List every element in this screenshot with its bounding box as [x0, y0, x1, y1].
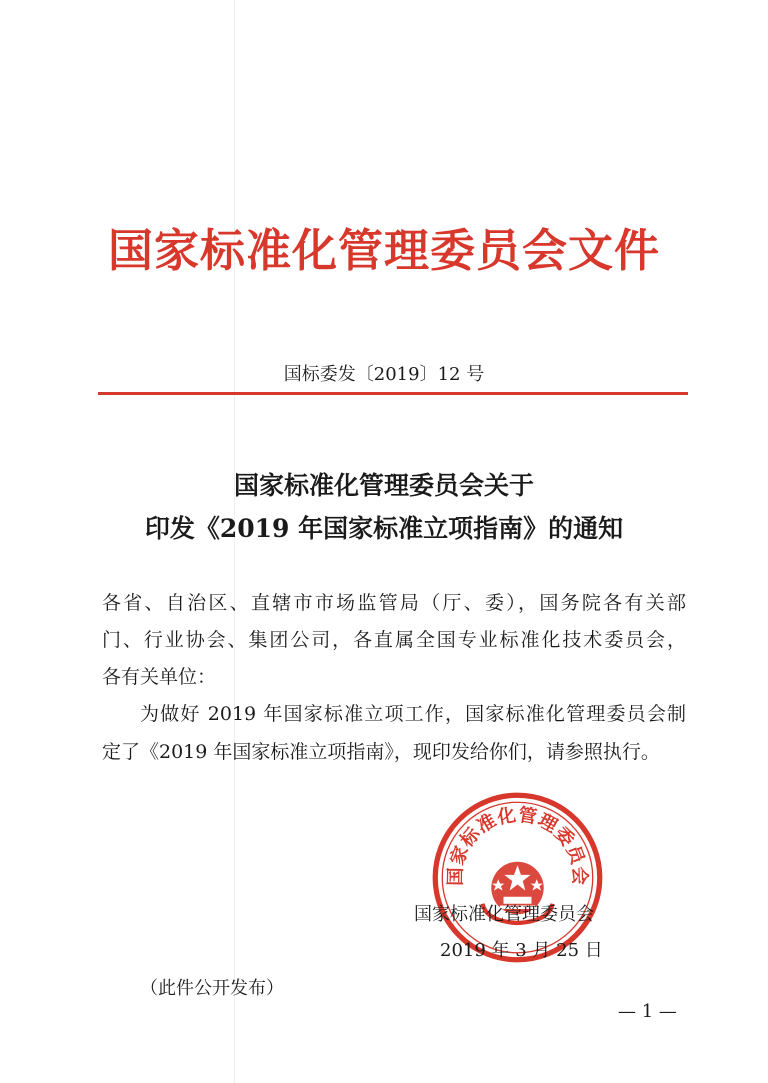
header-divider-line: [98, 392, 688, 395]
body-line-2: 门、行业协会、集团公司，各直属全国专业标准化技术委员会，: [102, 629, 686, 651]
document-number: 国标委发〔2019〕12 号: [283, 364, 485, 385]
body-line-5: 定了《2019 年国家标准立项指南》，现印发给你们，请参照执行。: [102, 741, 660, 763]
signature-date: 2019 年 3 月 25 日: [440, 940, 603, 961]
public-release-note: （此件公开发布）: [140, 978, 284, 999]
body-line-4: 为做好 2019 年国家标准立项工作，国家标准化管理委员会制: [140, 703, 686, 725]
notice-title-line-1: 国家标准化管理委员会关于: [233, 471, 534, 500]
body-line-3: 各有关单位：: [102, 666, 217, 688]
body-line-1: 各省、自治区、直辖市市场监管局（厅、委），国务院各有关部: [102, 592, 686, 614]
seal-text: 国家标准化管理委员会: [445, 804, 590, 886]
page-number: — 1 —: [618, 1001, 677, 1022]
document-header-title: 国家标准化管理委员会文件: [107, 224, 660, 277]
notice-title-line-2: 印发《2019 年国家标准立项指南》的通知: [144, 514, 624, 543]
signature-organization: 国家标准化管理委员会: [414, 904, 594, 925]
